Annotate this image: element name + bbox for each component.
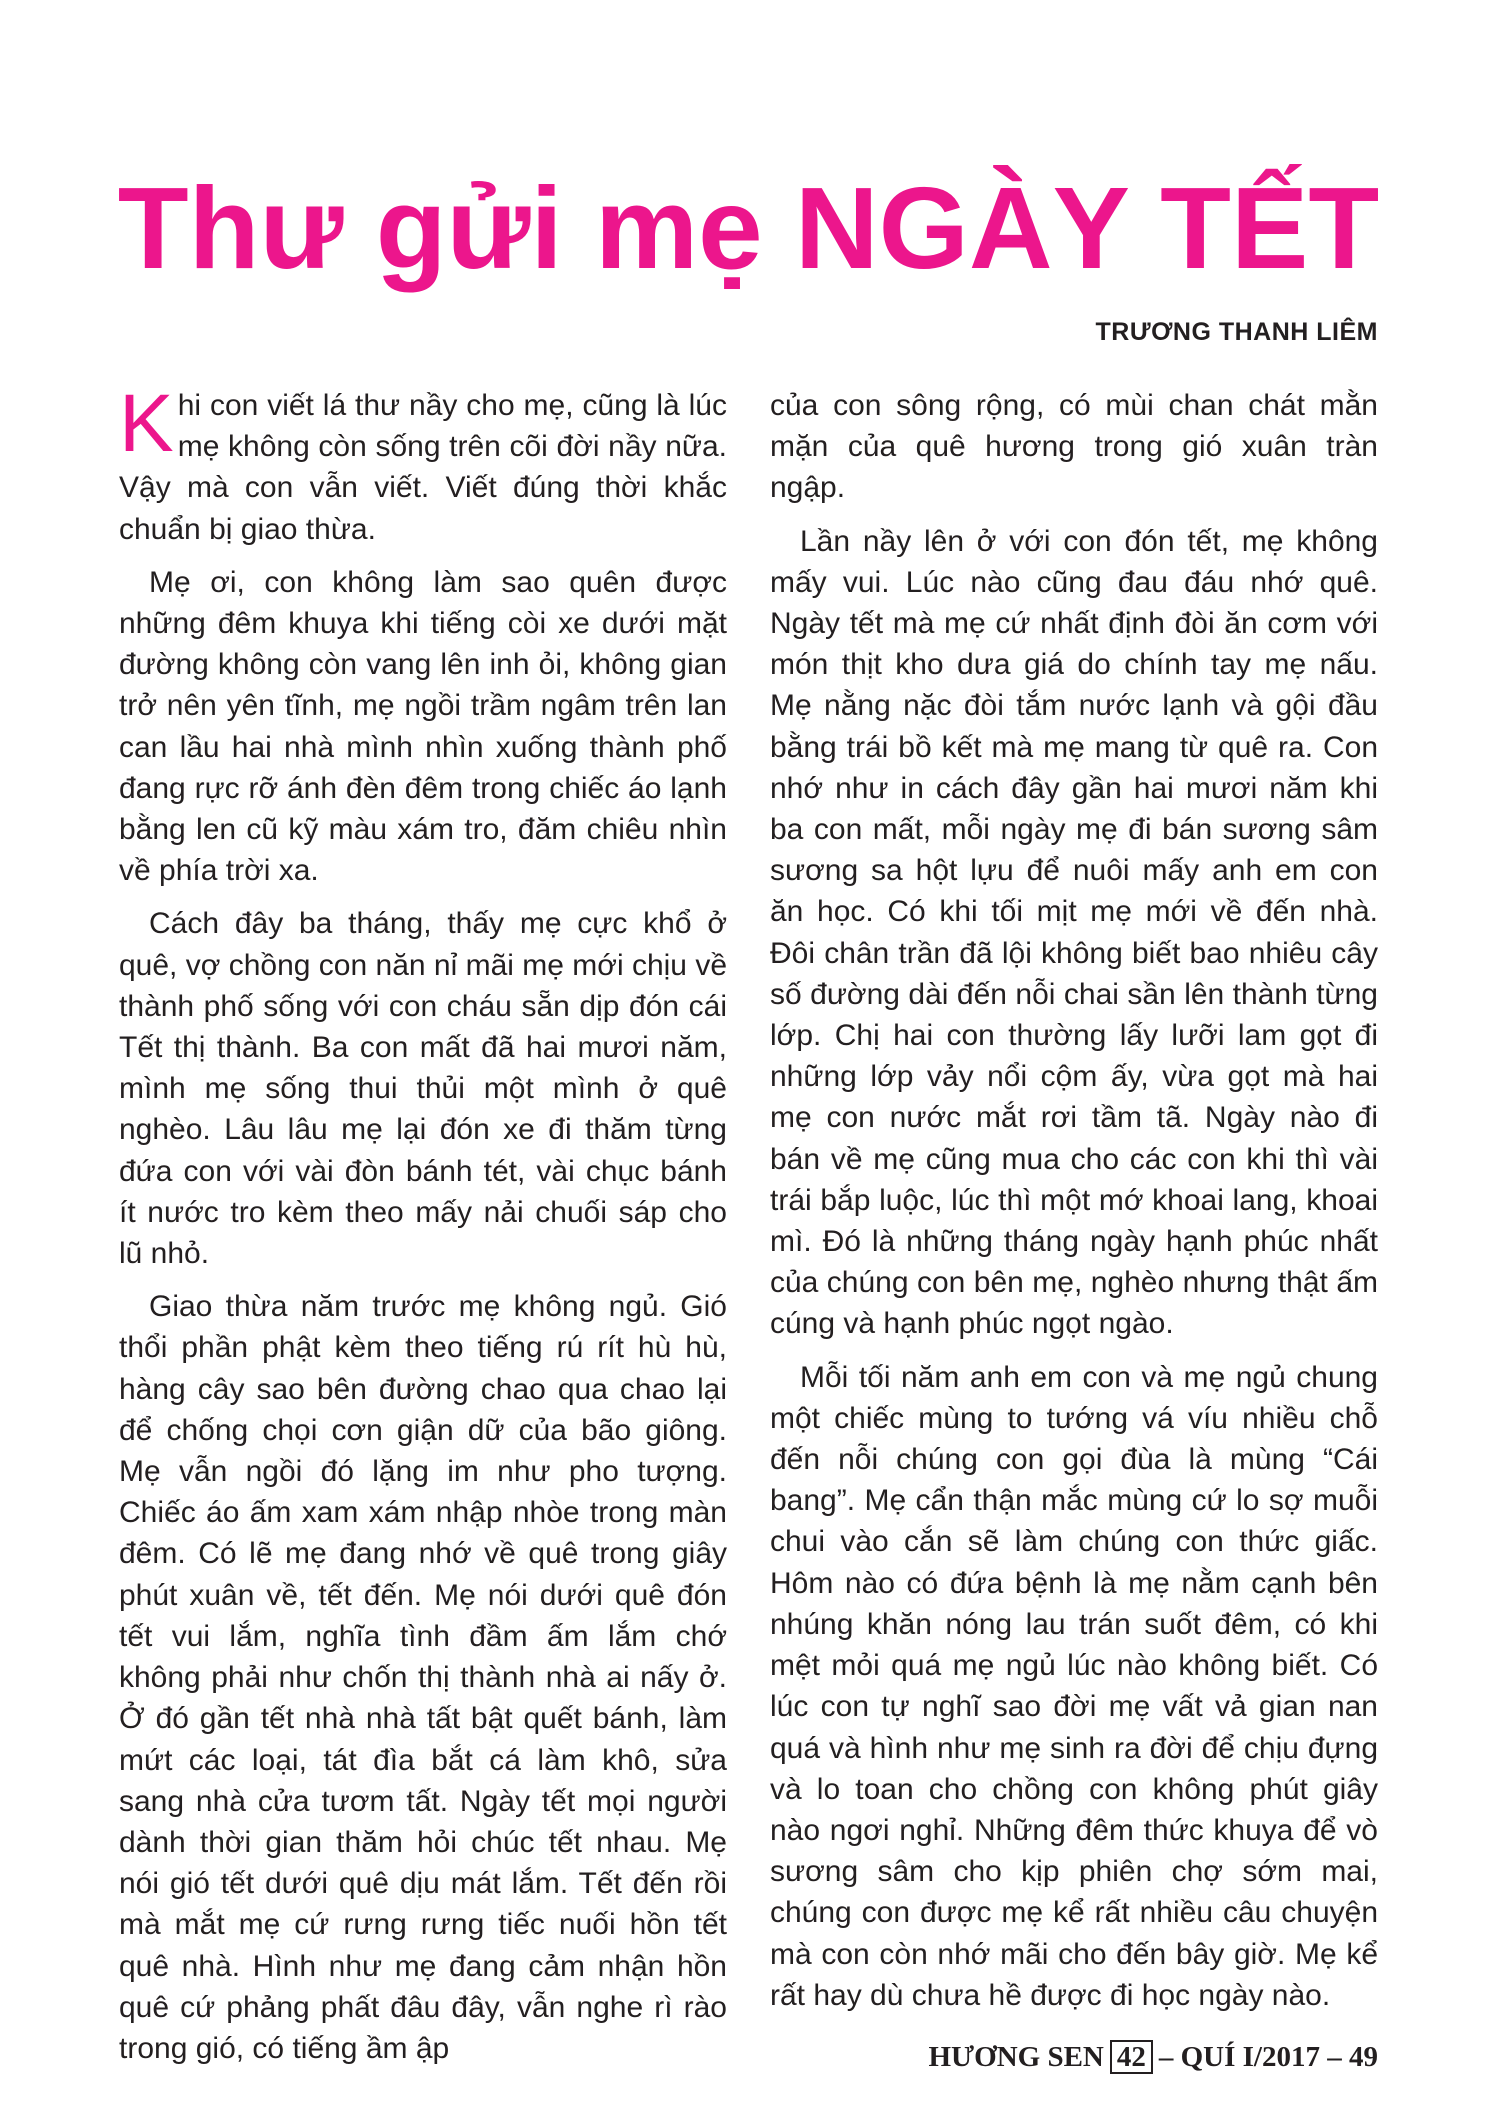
page-footer <box>929 2040 1379 2074</box>
left-column <box>119 378 727 2081</box>
issue-number-box: 42 <box>1110 2040 1153 2074</box>
author-name: TRƯƠNG THANH LIÊM <box>1095 318 1378 346</box>
drop-cap: K <box>119 378 174 469</box>
right-column <box>770 385 1378 2028</box>
paragraph: Mẹ ơi, con không làm sao quên được những đêm khuya khi tiếng còi xe dưới mặt đường không còn vang lên inh ỏi, không gian trở nên yên tĩnh, mẹ ngồi trầm ngâm trên lan can lầu hai nhà mình nhìn xuống thành phố đang rực rỡ ánh đèn đêm trong chiếc áo lạnh bằng len cũ kỹ màu xám tro, đăm chiêu nhìn về phía trời xa. <box>119 565 727 888</box>
paragraph: Giao thừa năm trước mẹ không ngủ. Gió thổi phần phật kèm theo tiếng rú rít hù hù, hàng cây sao bên đường chao qua chao lại để chống chọi cơn giận dữ của bão giông. Mẹ vẫn ngồi đó lặng im như pho tượng. Chiếc áo ấm xam xám nhập nhòe trong màn đêm. Có lẽ mẹ đang nhớ về quê trong giây phút xuân về, tết đến. Mẹ nói dưới quê đón tết vui lắm, nghĩa tình đầm ấm lắm chớ không phải như chốn thị thành nhà ai nấy ở. Ở đó gần tết nhà nhà tất bật quết bánh, làm mứt các loại, tát đìa bắt cá làm khô, sửa sang nhà cửa tươm tất. Ngày tết mọi người dành thời gian thăm hỏi chúc tết nhau. Mẹ nói gió tết dưới quê dịu mát lắm. Tết đến rồi mà mắt mẹ cứ rưng rưng tiếc nuối hồn tết quê nhà. Hình như mẹ đang cảm nhận hồn quê cứ phảng phất đâu đây, vẫn nghe rì rào trong gió, có tiếng ầm ập <box>119 1290 727 2065</box>
page-number: 49 <box>1349 2041 1378 2073</box>
article-title: Thư gửi mẹ NGÀY TẾT <box>117 163 1380 293</box>
paragraph <box>119 378 727 550</box>
paragraph: Cách đây ba tháng, thấy mẹ cực khổ ở quê, vợ chồng con năn nỉ mãi mẹ mới chịu về thành phố sống với con cháu sẵn dịp đón cái Tết thị thành. Ba con mất đã hai mươi năm, mình mẹ sống thui thủi một mình ở quê nghèo. Lâu lâu mẹ lại đón xe đi thăm từng đứa con với vài đòn bánh tét, vài chục bánh ít nước tro kèm theo mấy nải chuối sáp cho lũ nhỏ. <box>119 907 727 1271</box>
issue-period: – QUÍ I/2017 – <box>1158 2041 1342 2073</box>
paragraph: Mỗi tối năm anh em con và mẹ ngủ chung một chiếc mùng to tướng vá víu nhiều chỗ đến nỗi chúng con gọi đùa là mùng “Cái bang”. Mẹ cẩn thận mắc mùng cứ lo sợ muỗi chui vào cắn sẽ làm chúng con thức giấc. Hôm nào có đứa bệnh là mẹ nằm cạnh bên nhúng khăn nóng lau trán suốt đêm, có khi mệt mỏi quá mẹ ngủ lúc nào không biết. Có lúc con tự nghĩ sao đời mẹ vất vả gian nan quá và hình như mẹ sinh ra đời để chịu đựng và lo toan cho chồng con không phút giây nào ngơi nghỉ. Những đêm thức khuya để vò sương sâm cho kịp phiên chợ sớm mai, chúng con được mẹ kể rất nhiều câu chuyện mà con còn nhớ mãi cho đến bây giờ. Mẹ kể rất hay dù chưa hề được đi học ngày nào. <box>770 1360 1378 2012</box>
magazine-name: HƯƠNG SEN <box>928 2041 1104 2073</box>
paragraph-text: hi con viết lá thư nầy cho mẹ, cũng là lúc mẹ không còn sống trên cõi đời nầy nữa. Vậy mà con vẫn viết. Viết đúng thời khắc chuẩn bị giao thừa. <box>119 389 727 546</box>
paragraph: của con sông rộng, có mùi chan chát mằn mặn của quê hương trong gió xuân tràn ngập. <box>770 389 1378 505</box>
paragraph: Lần nầy lên ở với con đón tết, mẹ không mấy vui. Lúc nào cũng đau đáu nhớ quê. Ngày tết mà mẹ cứ nhất định đòi ăn cơm với món thịt kho dưa giá do chính tay mẹ nấu. Mẹ nằng nặc đòi tắm nước lạnh và gội đầu bằng trái bồ kết mà mẹ mang từ quê ra. Con nhớ như in cách đây gần hai mươi năm khi ba con mất, mỗi ngày mẹ đi bán sương sâm sương sa hột lựu để nuôi mấy anh em con ăn học. Có khi tối mịt mẹ mới về đến nhà. Đôi chân trần đã lội không biết bao nhiêu cây số đường dài đến nỗi chai sần lên thành từng lớp. Chị hai con thường lấy lưỡi lam gọt đi những lớp vảy nổi cộm ấy, vừa gọt mà hai mẹ con nước mắt rơi tầm tã. Ngày nào đi bán về mẹ cũng mua cho các con khi thì vài trái bắp luộc, lúc thì một mớ khoai lang, khoai mì. Đó là những tháng ngày hạnh phúc nhất của chúng con bên mẹ, nghèo nhưng thật ấm cúng và hạnh phúc ngọt ngào. <box>770 524 1378 1341</box>
